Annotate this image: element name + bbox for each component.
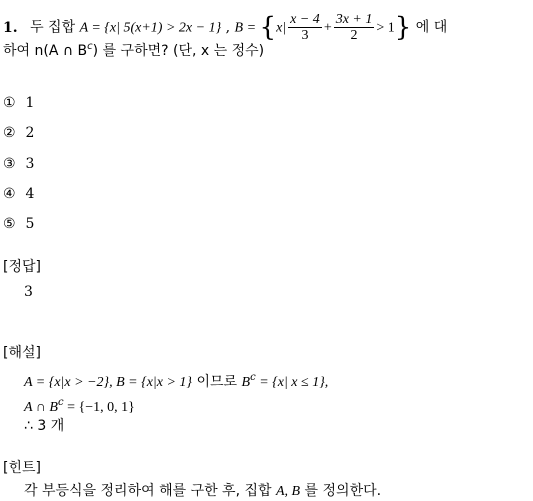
question-lead: 두 집합	[30, 19, 76, 36]
choice-1-value: 1	[25, 95, 35, 111]
explanation-intersection-sup: c	[57, 397, 64, 408]
fraction-1	[288, 12, 322, 43]
choice-5-value: 5	[25, 216, 35, 232]
greater-than-one: > 1	[376, 20, 395, 36]
choice-3-mark: ③	[3, 156, 16, 172]
choice-2-mark: ②	[3, 125, 16, 141]
hint-heading: [힌트]	[3, 460, 41, 476]
fraction-2-denominator: 2	[350, 28, 358, 43]
separator: ,	[221, 19, 235, 36]
explanation-sets-ab: A = {x|x > −2}, B = {x|x > 1}	[24, 375, 193, 390]
question-line-2-text: 하여 n(A ∩ B	[3, 43, 88, 59]
explanation-conclusion: ∴ 3 개	[24, 418, 65, 434]
choice-2[interactable]	[3, 124, 34, 142]
choice-3[interactable]	[3, 155, 34, 173]
explanation-intersection-result: = {−1, 0, 1}	[63, 400, 135, 415]
question-line-2	[3, 38, 264, 60]
explanation-b: B	[241, 375, 251, 390]
explanation-line-1	[24, 369, 328, 392]
explanation-b-sup: c	[250, 372, 256, 383]
set-a-definition: A = {x| 5(x+1) > 2x − 1}	[79, 20, 222, 36]
explanation-bc-def: = {x| x ≤ 1},	[255, 375, 329, 390]
hint-text	[24, 482, 381, 501]
choice-4-value: 4	[25, 186, 35, 202]
explanation-line-2	[24, 394, 135, 417]
answer-heading: [정답]	[3, 259, 41, 275]
question-number: 1.	[3, 19, 18, 36]
hint-text-a: 각 부등식을 정리하여 해를 구한 후, 집합	[24, 483, 276, 499]
hint-text-b: 를 정의한다.	[300, 483, 382, 499]
choice-5-mark: ⑤	[3, 216, 16, 232]
question-tail-1: 에 대	[415, 19, 448, 36]
choice-5[interactable]	[3, 215, 34, 233]
choice-4-mark: ④	[3, 186, 16, 202]
fraction-2	[334, 12, 375, 43]
explanation-intersection: A ∩ B	[24, 400, 58, 415]
fraction-1-numerator: x − 4	[290, 12, 320, 27]
choice-1[interactable]	[3, 94, 34, 112]
left-brace: {	[259, 12, 277, 43]
set-b-label: B =	[234, 20, 260, 36]
answer-value: 3	[24, 284, 33, 300]
explanation-heading: [해설]	[3, 345, 41, 361]
complement-superscript: c	[87, 41, 93, 52]
choice-1-mark: ①	[3, 95, 16, 111]
question-line-2-tail: ) 를 구하면? (단, x 는 정수)	[92, 43, 265, 59]
choice-3-value: 3	[25, 156, 35, 172]
explanation-connective: 이므로	[192, 374, 242, 390]
right-brace: }	[394, 12, 412, 43]
hint-vars: A, B	[276, 484, 301, 499]
set-b-var: x|	[276, 20, 287, 36]
choice-4[interactable]	[3, 185, 34, 203]
fraction-2-numerator: 3x + 1	[335, 12, 373, 27]
plus-sign: +	[323, 20, 332, 36]
fraction-1-denominator: 3	[301, 28, 309, 43]
choice-2-value: 2	[25, 125, 35, 141]
